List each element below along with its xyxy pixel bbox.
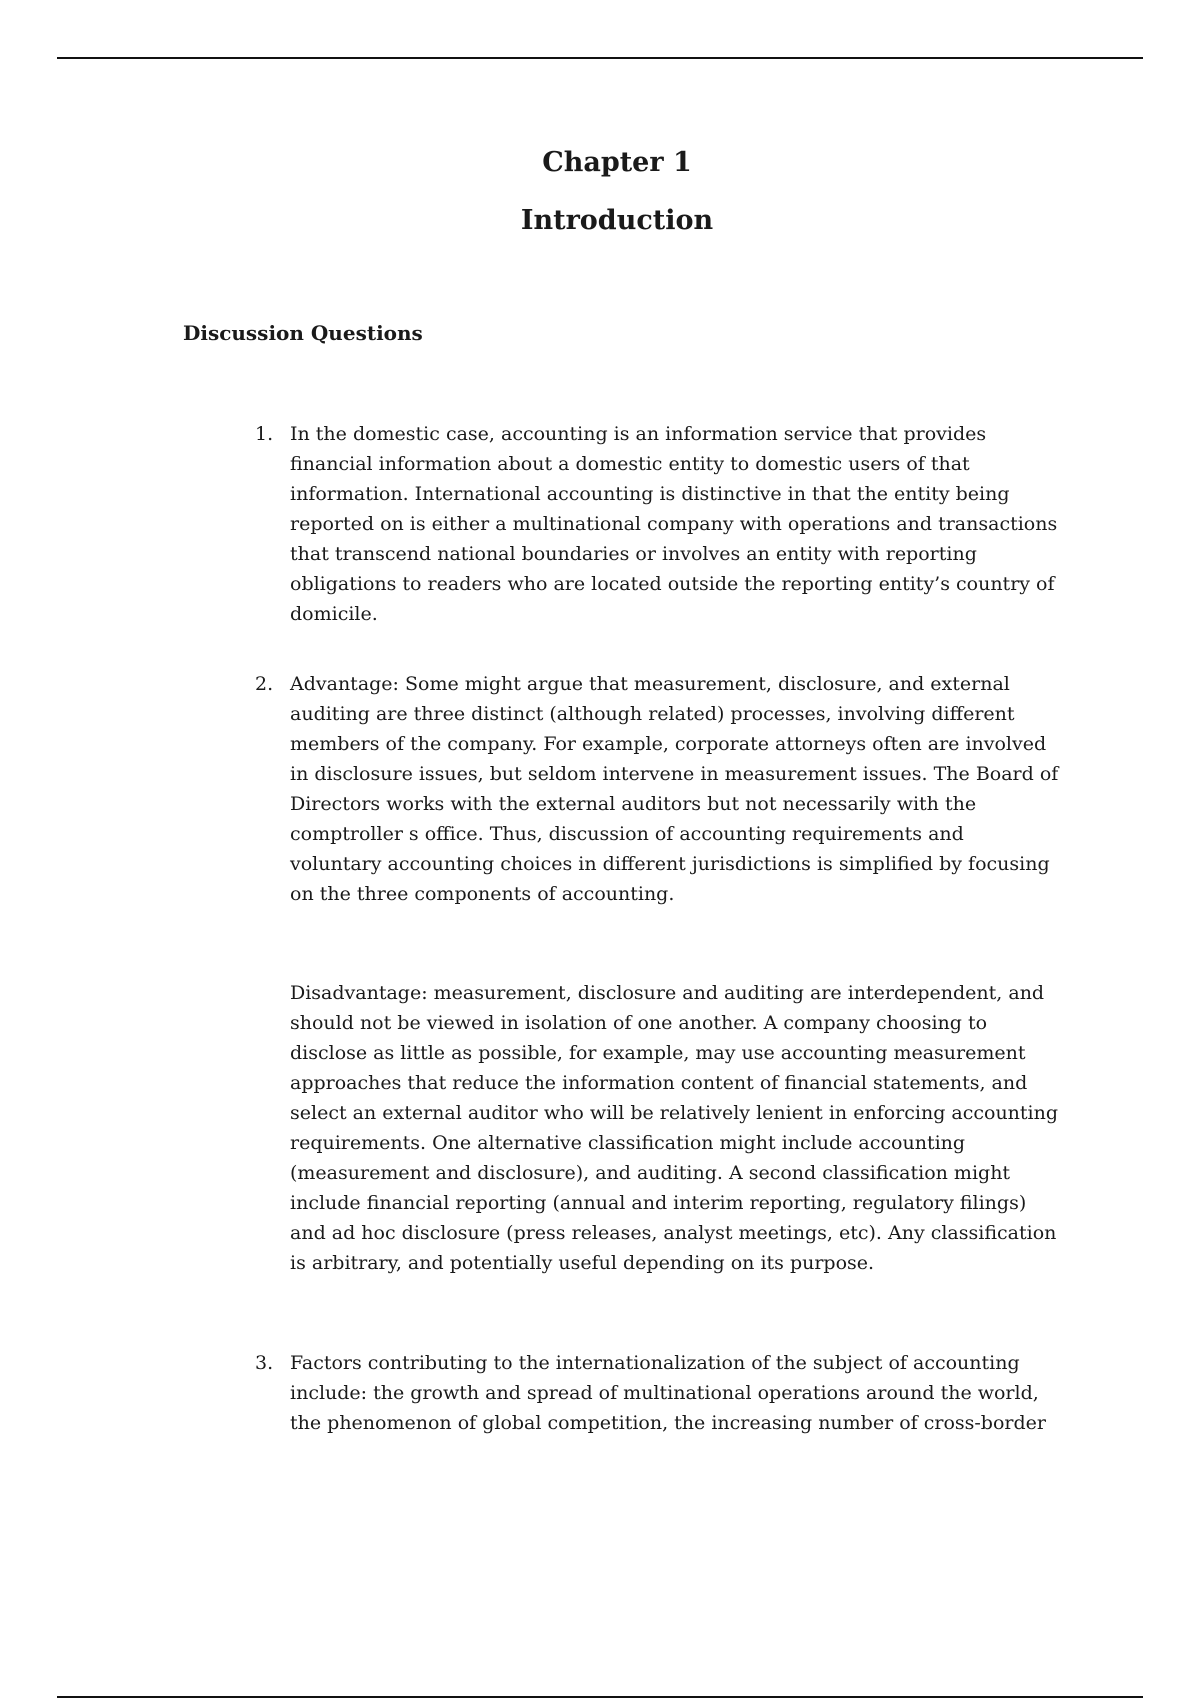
chapter-title: Introduction — [520, 205, 714, 236]
question-number: 1. — [255, 423, 274, 445]
footer-rule — [57, 1696, 1143, 1698]
question-text: Advantage: Some might argue that measurement, disclosure, and external auditing are three distinct (although related) processes, involving different members of the company. For example, corporate attorneys often are involved in disclosure issues, but seldom intervene in measurement issues. The Board of Directors works with the external auditors but not necessarily with the comptroller s office. Thus, discussion of accounting requirements and voluntary accounting choices in different jurisdictions is simplified by focusing on the three components of accounting. — [290, 673, 1059, 905]
header-rule — [57, 57, 1143, 59]
question-continuation — [290, 978, 1060, 1278]
chapter-number: Chapter 1 — [542, 147, 692, 178]
question-continuation-text: Disadvantage: measurement, disclosure and auditing are interdependent, and should not be viewed in isolation of one another. A company choosing to disclose as little as possible, for example, may use accounting measurement approaches that reduce the information content of financial statements, and select an external auditor who will be relatively lenient in enforcing accounting requirements. One alternative classification might include accounting (measurement and disclosure), and auditing. A second classification might include financial reporting (annual and interim reporting, regulatory filings) and ad hoc disclosure (press releases, analyst meetings, etc). Any classification is arbitrary, and potentially useful depending on its purpose. — [290, 982, 1059, 1274]
question-number: 2. — [255, 673, 274, 695]
question-text: In the domestic case, accounting is an information service that provides financial information about a domestic entity to domestic users of that information. International accounting is distinctive in that the entity being reported on is either a multinational company with operations and transactions that transcend national boundaries or involves an entity with reporting obligations to readers who are located outside the reporting entity’s country of domicile. — [290, 423, 1058, 625]
question-number: 3. — [255, 1352, 274, 1374]
section-heading: Discussion Questions — [183, 321, 423, 345]
question-text: Factors contributing to the internationalization of the subject of accounting include: the growth and spread of multinational operations around the world, the phenomenon of global competition, the increasing number of cross-border — [290, 1352, 1046, 1434]
